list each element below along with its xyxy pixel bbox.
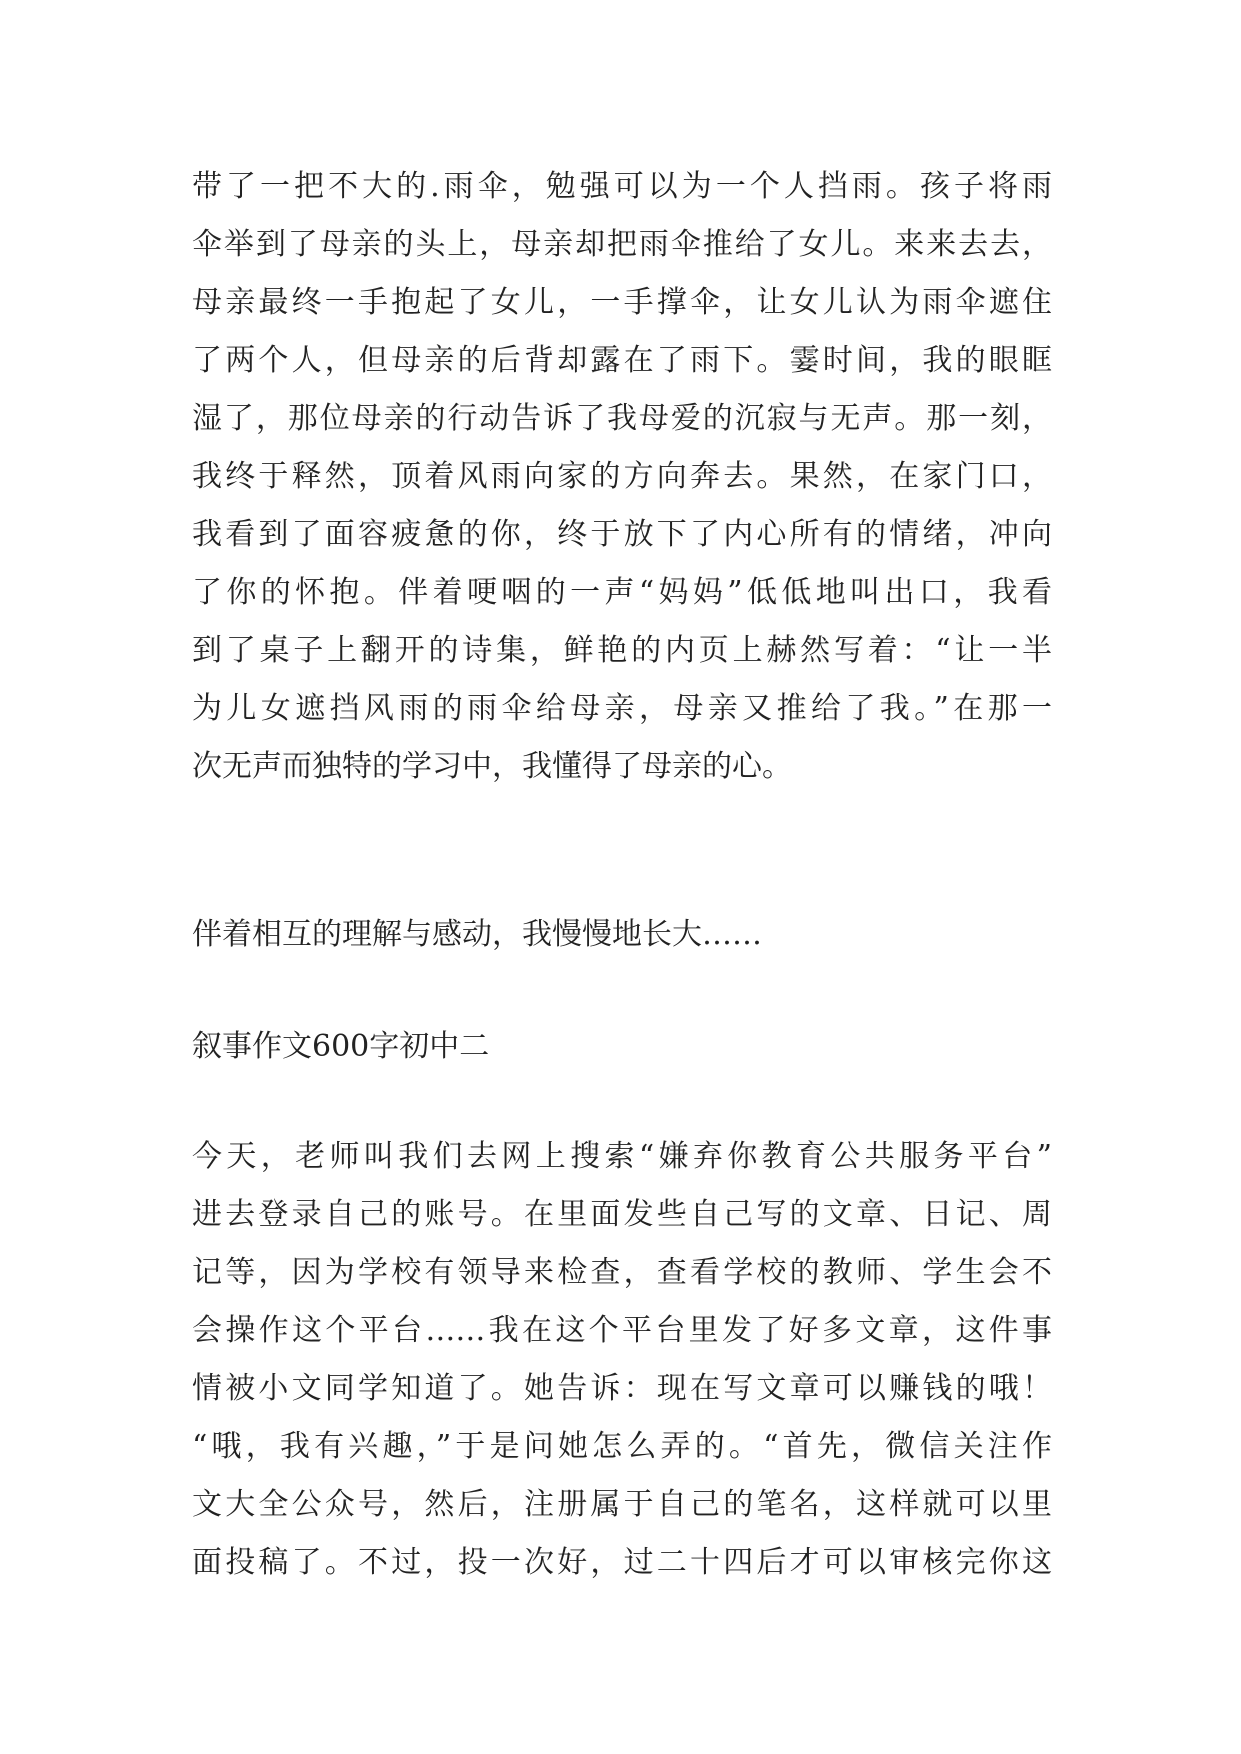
text-line: 母亲最终一手抱起了女儿，一手撑伞，让女儿认为雨伞遮住 — [192, 285, 1052, 320]
text-line: 会操作这个平台……我在这个平台里发了好多文章，这件事 — [192, 1313, 1052, 1348]
text-line: 文大全公众号，然后，注册属于自己的笔名，这样就可以里 — [192, 1487, 1052, 1522]
text-line: 了你的怀抱。伴着哽咽的一声“妈妈”低低地叫出口，我看 — [192, 575, 1052, 610]
section-title: 叙事作文600字初中二 — [192, 1029, 490, 1064]
text-line: “哦，我有兴趣，”于是问她怎么弄的。“首先，微信关注作 — [192, 1429, 1052, 1464]
text-line: 到了桌子上翻开的诗集，鲜艳的内页上赫然写着：“让一半 — [192, 633, 1052, 668]
text-line: 为儿女遮挡风雨的雨伞给母亲，母亲又推给了我。”在那一 — [192, 691, 1052, 726]
text-line: 记等，因为学校有领导来检查，查看学校的教师、学生会不 — [192, 1255, 1052, 1290]
text-line: 我终于释然，顶着风雨向家的方向奔去。果然，在家门口， — [192, 459, 1052, 494]
text-line: 进去登录自己的账号。在里面发些自己写的文章、日记、周 — [192, 1197, 1052, 1232]
text-line: 今天，老师叫我们去网上搜索“嫌弃你教育公共服务平台” — [192, 1139, 1052, 1174]
text-line: 次无声而独特的学习中，我懂得了母亲的心。 — [192, 749, 792, 784]
paragraph-text: 伴着相互的理解与感动，我慢慢地长大…… — [192, 917, 762, 952]
text-line: 我看到了面容疲惫的你，终于放下了内心所有的情绪，冲向 — [192, 517, 1052, 552]
text-line: 伞举到了母亲的头上，母亲却把雨伞推给了女儿。来来去去， — [192, 227, 1052, 262]
text-line: 湿了，那位母亲的行动告诉了我母爱的沉寂与无声。那一刻， — [192, 401, 1052, 436]
text-line: 面投稿了。不过，投一次好，过二十四后才可以审核完你这 — [192, 1545, 1052, 1580]
text-line: 了两个人，但母亲的后背却露在了雨下。霎时间，我的眼眶 — [192, 343, 1052, 378]
text-line: 带了一把不大的.雨伞，勉强可以为一个人挡雨。孩子将雨 — [192, 169, 1052, 204]
text-line: 情被小文同学知道了。她告诉：现在写文章可以赚钱的哦！ — [192, 1371, 1052, 1406]
